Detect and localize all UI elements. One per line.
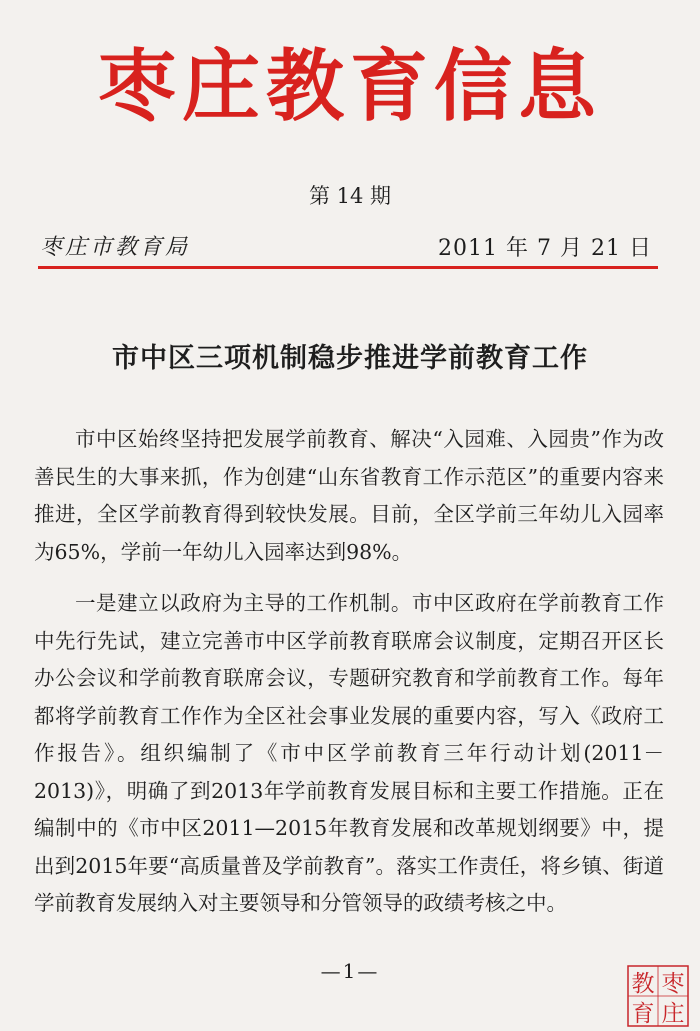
seal-char-2: 庄 (661, 1001, 685, 1027)
seal-stamp (626, 964, 690, 1028)
article-paragraph: 一是建立以政府为主导的工作机制。市中区政府在学前教育工作中先行先试，建立完善市中区学前教育联席会议制度，定期召开区长办公会议和学前教育联席会议，专题研究教育和学前教育工作。每年都将学前教育工作作为全区社会事业发展的重要内容，写入《政府工作报告》。组织编制了《市中区学前教育三年行动计划(2011－2013)》，明确了到2013年学前教育发展目标和主要工作措施。正在编制中的《市中区2011—2015年教育发展和改革规划纲要》中，提出到2015年要“高质量普及学前教育”。落实工作责任，将乡镇、街道学前教育发展纳入对主要领导和分管领导的政绩考核之中。 (34, 591, 664, 915)
masthead-title: 枣庄教育信息 (97, 41, 602, 132)
seal-char-3: 教 (631, 971, 655, 997)
seal-char-1: 枣 (661, 971, 685, 997)
header-red-rule (38, 266, 658, 269)
seal-char-4: 育 (631, 1001, 655, 1027)
issue-date: 2011 年 7 月 21 日 (438, 236, 652, 261)
article-paragraph: 市中区始终坚持把发展学前教育、解决“入园难、入园贵”作为改善民生的大事来抓，作为创建“山东省教育工作示范区”的重要内容来推进，全区学前教育得到较快发展。目前，全区学前三年幼儿入园率为65%，学前一年幼儿入园率达到98%。 (34, 427, 664, 564)
issuer: 枣庄市教育局 (40, 235, 191, 260)
issue-number: 第 14 期 (308, 184, 392, 208)
article-title: 市中区三项机制稳步推进学前教育工作 (112, 343, 588, 374)
page-number: —1— (320, 959, 380, 983)
article-body (34, 421, 664, 937)
